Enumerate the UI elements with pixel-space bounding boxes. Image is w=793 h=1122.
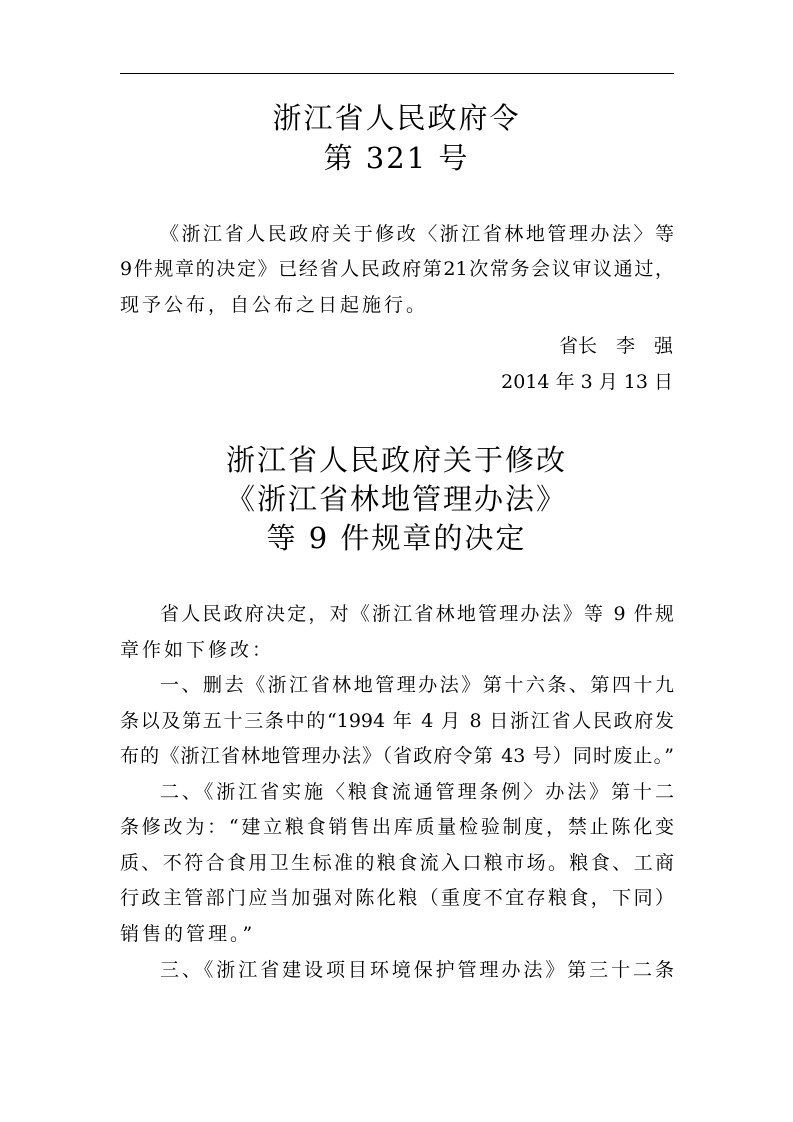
promulgation-line: 9件规章的决定》已经省人民政府第21次常务会议审议通过， (120, 258, 674, 280)
order-number: 第 321 号 (323, 141, 470, 175)
body-line: 质、不符合食用卫生标准的粮食流入口粮市场。粮食、工商 (120, 852, 674, 874)
decision-title-line: 浙江省人民政府关于修改 (225, 443, 567, 477)
promulgation-line: 《浙江省人民政府关于修改〈浙江省林地管理办法〉等 (160, 223, 674, 245)
body-line: 条以及第五十三条中的“1994 年 4 月 8 日浙江省人民政府发 (120, 710, 674, 732)
body-line: 二、《浙江省实施〈粮食流通管理条例〉办法》第十二 (160, 781, 674, 803)
body-line: 章作如下修改： (120, 639, 275, 661)
promulgation-line: 现予公布，自公布之日起施行。 (120, 294, 429, 316)
signatory: 省长 李 强 (558, 335, 673, 357)
header-rule (120, 73, 674, 74)
body-line: 三、《浙江省建设项目环境保护管理办法》第三十二条 (160, 959, 674, 981)
decision-title-line: 等 9 件规章的决定 (266, 521, 527, 555)
body-line: 省人民政府决定，对《浙江省林地管理办法》等 9 件规 (160, 603, 674, 625)
decision-title-line: 《浙江省林地管理办法》 (225, 482, 567, 516)
body-line: 行政主管部门应当加强对陈化粮（重度不宜存粮食，下同） (120, 887, 674, 909)
body-line: 布的《浙江省林地管理办法》（省政府令第 43 号）同时废止。” (120, 745, 674, 767)
promulgation-date: 2014 年 3 月 13 日 (501, 371, 673, 393)
body-line: 条修改为：“建立粮食销售出库质量检验制度，禁止陈化变 (120, 816, 674, 838)
order-issuer: 浙江省人民政府令 (272, 101, 521, 135)
body-line: 销售的管理。” (120, 923, 256, 945)
body-line: 一、删去《浙江省林地管理办法》第十六条、第四十九 (160, 674, 674, 696)
